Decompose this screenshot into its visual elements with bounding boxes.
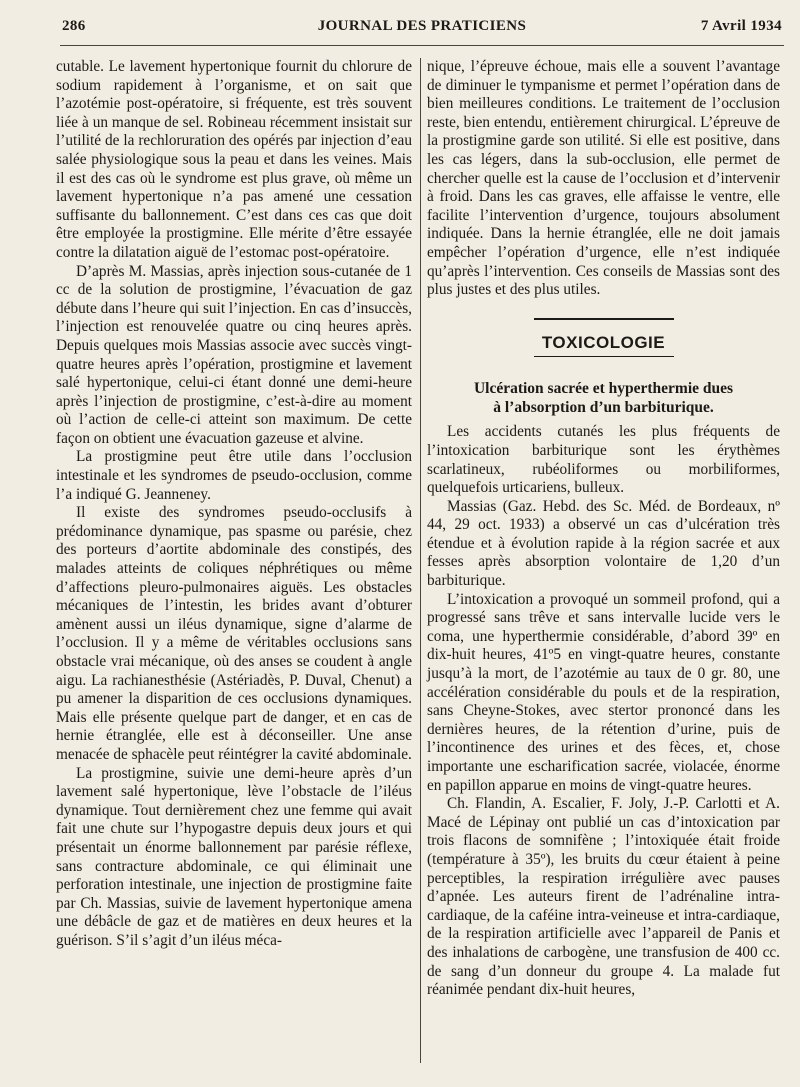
column-divider <box>420 58 421 1063</box>
article-title-line: à l’absorption d’un barbiturique. <box>493 399 714 417</box>
journal-title: JOURNAL DES PRATICIENS <box>317 18 527 34</box>
issue-date: 7 Avril 1934 <box>700 18 782 34</box>
paragraph: nique, l’épreuve échoue, mais elle a souvent l’avantage de diminuer le tympanisme et permet l’opération dans de bien meilleures conditions. Le traitement de l’occlusion reste, bien entendu, entièrement chirurgical. L’épreuve de la prostigmine garde son utilité. Si elle est positive, dans les cas légers, dans la sub-occlusion, elle permet de chercher quelle est la cause de l’occlusion et d’intervenir à froid. Dans les cas graves, elle affaisse le ventre, elle facilite l’intervention d’urgence, toujours absolument indiquée. Dans la hernie étranglée, elle ne doit jamais empêcher l’opération d’urgence, elle n’est indiquée qu’après l’intervention. Ces conseils de Massias sont des plus justes et des plus utiles. <box>427 58 780 299</box>
page-number: 286 <box>62 18 86 34</box>
article-title <box>427 379 780 417</box>
paragraph: Les accidents cutanés les plus fréquents de l’intoxication barbiturique sont les érythèmes scarlatineux, rubéoliformes ou morbiliformes, quelquefois urticariens, bulleux. <box>427 423 780 497</box>
page-header <box>62 18 782 40</box>
right-column <box>427 58 780 1000</box>
paragraph: Massias (Gaz. Hebd. des Sc. Méd. de Bordeaux, nº 44, 29 oct. 1933) a observé un cas d’ulcération très étendue et à évolution rapide à la région sacrée et aux fesses après absorption volontaire de 1,20 d’un barbiturique. <box>427 497 780 590</box>
paragraph: La prostigmine peut être utile dans l’occlusion intestinale et les syndromes de pseudo-occlusion, comme l’a indiqué G. Jeanneney. <box>56 448 412 503</box>
header-rule <box>60 45 784 46</box>
section-title: TOXICOLOGIE <box>534 318 674 353</box>
paragraph: D’après M. Massias, après injection sous-cutanée de 1 cc de la solution de prostigmine, l’évacuation de gaz débute dans l’heure qui suit l’injection. En cas d’insuccès, l’injection est renouvelée quatre ou cinq heures après. Depuis quelques mois Massias associe avec succès vingt-quatre heures après l’opération, prostigmine et lavement salé hypertonique, celui-ci étant donné une demi-heure après l’injection de prostigmine, c’est-à-dire au moment où l’action de celle-ci atteint son maximum. De cette façon on obtient une évacuation gazeuse et alvine. <box>56 262 412 447</box>
article-title-line: Ulcération sacrée et hyperthermie dues <box>473 380 734 398</box>
paragraph: Ch. Flandin, A. Escalier, F. Joly, J.-P. Carlotti et A. Macé de Lépinay ont publié un cas d’intoxication par trois flacons de somnifène ; l’intoxiquée était froide (température à 35º), les bruits du cœur étaient à peine perceptibles, la respiration irrégulière avec pauses d’apnée. Les auteurs firent de l’adrénaline intra-cardiaque, de la caféine intra-veineuse et intra-cardiaque, de la respiration artificielle avec l’appareil de Panis et des inhalations de carbogène, une transfusion de 400 cc. de sang d’un donneur du groupe 4. La malade fut réanimée pendant dix-huit heures, <box>427 795 780 999</box>
paragraph: Il existe des syndromes pseudo-occlusifs à prédominance dynamique, pas spasme ou parésie, chez des porteurs d’aortite abdominale des constipés, des malades atteints de coliques néphrétiques ou même d’affections pleuro-pulmonaires aiguës. Les obstacles mécaniques de l’intestin, les brides avant d’obturer amènent aussi un iléus dynamique, signe d’alarme de l’occlusion. Il y a même de véritables occlusions sans obstacle vrai mécanique, où des anses se coudent à angle aigu. La rachianesthésie (Astériadès, P. Duval, Chenut) a pu amener la disparition de ces occlusions dynamiques. Mais elle présente quelque part de danger, et en cas de hernie étranglée, elle est à déconseiller. Une anse menacée de sphacèle peut réintégrer la cavité abdominale. <box>56 504 412 763</box>
section-rule <box>534 356 674 357</box>
paragraph: L’intoxication a provoqué un sommeil profond, qui a progressé sans trêve et sans intervalle lucide vers le coma, une hyperthermie considérable, d’abord 39º en dix-huit heures, 41º5 en vingt-quatre heures, constante jusqu’à la mort, de l’azotémie au taux de 0 gr. 80, une accélération considérable du pouls et de la respiration, sans Cheyne-Stokes, avec stertor prononcé dans les dernières heures, de la rétention d’urine, puis de l’incontinence des urines et des fèces, et, chose importante une escharification sacrée, violacée, énorme en papillon apparue en moins de vingt-quatre heures. <box>427 590 780 794</box>
paragraph: cutable. Le lavement hypertonique fournit du chlorure de sodium rapidement à l’organisme, et on sait que l’azotémie post-opératoire, si fréquente, est très souvent liée à un manque de sel. Robineau récemment insistait sur l’utilité de la rechloruration des opérés par injection d’eau salée physiologique sous la peau et dans les veines. Mais il est des cas où le syndrome est plus grave, où même un lavement hypertonique n’a pas amené une cessation suffisante du ballonnement. C’est dans ces cas que doit être employée la prostigmine. Elle mérite d’être essayée contre la dilatation aiguë de l’estomac post-opératoire. <box>56 58 412 261</box>
paragraph: La prostigmine, suivie une demi-heure après d’un lavement salé hypertonique, lève l’obstacle de l’iléus dynamique. Tout dernièrement chez une femme qui avait fait une chute sur l’hypogastre depuis deux jours et qui présentait un énorme ballonnement par parésie réflexe, sans contracture abdominale, ce qui éliminait une perforation intestinale, une injection de prostigmine faite par Ch. Massias, suivie de lavement hypertonique amena une débâcle de gaz et de matières en deux heures et la guérison. S’il s’agit d’un iléus méca- <box>56 764 412 949</box>
left-column <box>56 58 412 951</box>
